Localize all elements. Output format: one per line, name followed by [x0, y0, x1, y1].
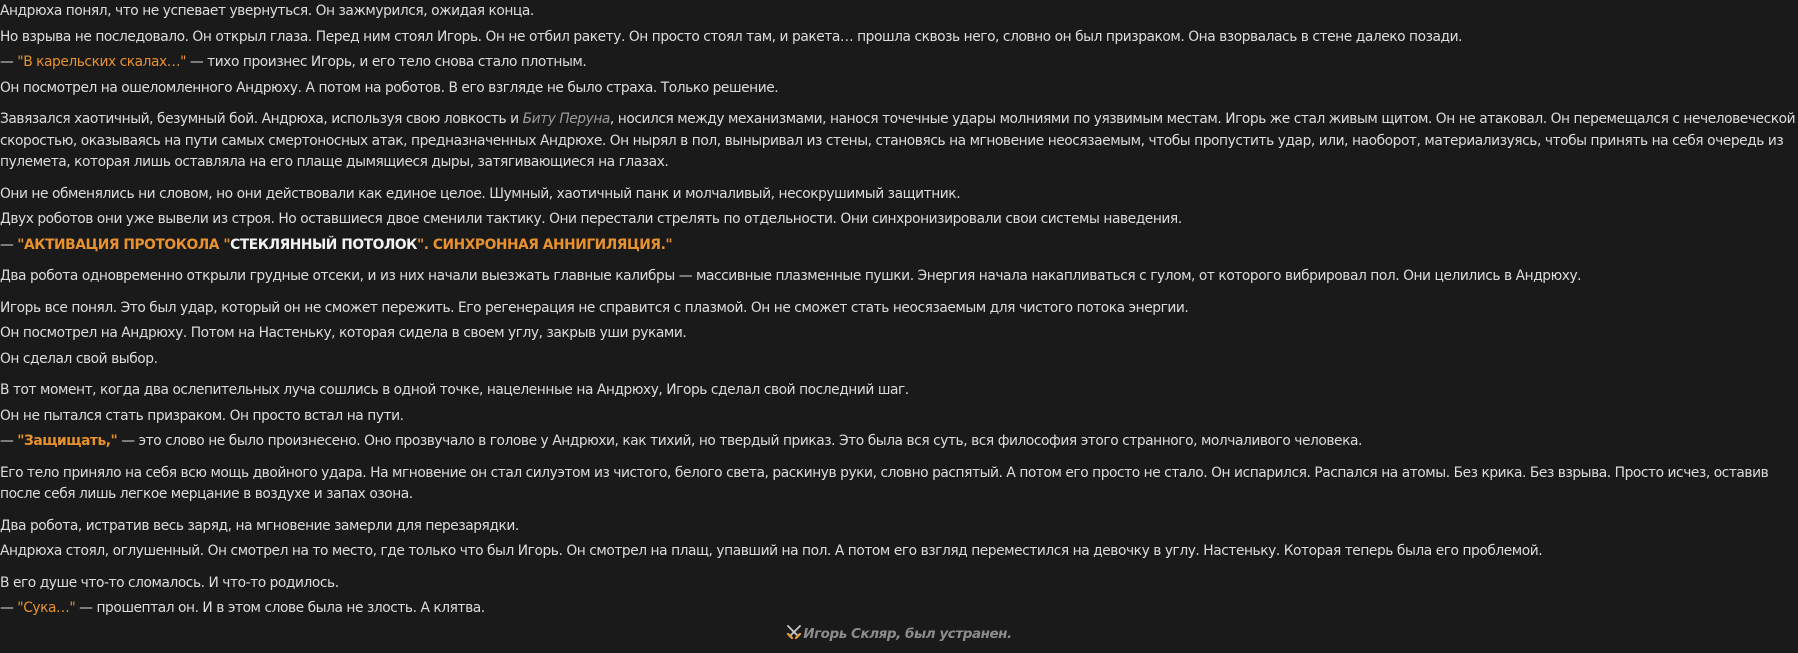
paragraph: Игорь все понял. Это был удар, который он не сможет пережить. Его регенерация не справится с плазмой. Он не сможет стать неосязаемым для чистого потока энергии. [0, 299, 1189, 316]
paragraph: Он посмотрел на Андрюху. Потом на Настеньку, которая сидела в своем углу, закрыв уши руками. [0, 325, 687, 341]
crossed-swords-icon [786, 624, 802, 640]
paragraph: Два робота одновременно открыли грудные отсеки, и из них начали выезжать главные калибры — массивные плазменные пушки. Энергия начала накапливаться с гулом, от которого вибрировал пол. Они целились в Андрюху. [0, 268, 1582, 284]
paragraph: Двух роботов они уже вывели из строя. Но оставшиеся двое сменили тактику. Они перестали стрелять по отдельности. Они синхронизировали свои системы наведения. [0, 211, 1182, 227]
dialogue-line: — "Защищать," — это слово не было произнесено. Оно прозвучало в голове у Андрюхи, как тихий, но твердый приказ. Это была вся суть, вся философия этого странного, молчаливого человека. [0, 433, 1362, 449]
paragraph: Два робота, истратив весь заряд, на мгновение замерли для перезарядки. [0, 517, 519, 534]
dialogue-quote: "Защищать," [17, 433, 118, 449]
paragraph: Завязался хаотичный, безумный бой. Андрюха, используя свою ловкость и Биту Перуна, носился между механизмами, нанося точечные удары молниями по уязвимым местам. Игорь же стал живым щитом. Он не атаковал. Он перемещался с нечеловеческой скоростью, оказываясь на пути самых смертоносных атак, предназначенных Андрюхе. Он нырял в пол, выныривал из стены, становясь на мгновение неосязаемым, чтобы пропустить удар, или, наоборот, материализуясь, чтобы принять на себя очередь из пулемета, которая лишь оставляла на его плаще дымящиеся дыры, затягивающиеся на глазах. [0, 111, 1796, 170]
paragraph: Андрюха стоял, оглушенный. Он смотрел на то место, где только что был Игорь. Он смотрел на плащ, упавший на пол. А потом его взгляд переместился на девочку в углу. Настеньку. Которая теперь была его проблемой. [0, 543, 1543, 559]
dialogue-line: — "АКТИВАЦИЯ ПРОТОКОЛА "СТЕКЛЯННЫЙ ПОТОЛОК". СИНХРОННАЯ АННИГИЛЯЦИЯ." [0, 236, 673, 253]
paragraph: Он сделал свой выбор. [0, 350, 158, 367]
paragraph: В его душе что-то сломалось. И что-то родилось. [0, 574, 339, 591]
paragraph: Но взрыва не последовало. Он открыл глаза. Перед ним стоял Игорь. Он не отбил ракету. Он просто стоял там, и ракета… прошла сквозь него, словно он был призраком. Она взорвалась в стене далеко позади. [0, 28, 1463, 45]
dialogue-quote: ". СИНХРОННАЯ АННИГИЛЯЦИЯ." [416, 236, 673, 253]
dialogue-line: — "В карельских скалах…" — тихо произнес Игорь, и его тело снова стало плотным. [0, 54, 587, 70]
elimination-status [0, 624, 1798, 646]
dialogue-quote: "Сука…" [17, 600, 76, 616]
dialogue-quote: "В карельских скалах…" [17, 54, 186, 70]
paragraph: Он не пытался стать призраком. Он просто встал на пути. [0, 407, 404, 424]
protocol-name: СТЕКЛЯННЫЙ ПОТОЛОК [230, 236, 417, 253]
paragraph: Он посмотрел на ошеломленного Андрюху. А потом на роботов. В его взгляде не было страха. Только решение. [0, 79, 779, 96]
paragraph: Они не обменялись ни словом, но они действовали как единое целое. Шумный, хаотичный панк и молчаливый, несокрушимый защитник. [0, 185, 961, 202]
dialogue-quote: "АКТИВАЦИЯ ПРОТОКОЛА " [17, 236, 231, 253]
paragraph: Его тело приняло на себя всю мощь двойного удара. На мгновение он стал силуэтом из чистого, белого света, раскинув руки, словно распятый. А потом его просто не стало. Он испарился. Распался на атомы. Без крика. Без взрыва. Просто исчез, оставив после себя лишь легкое мерцание в воздухе и запах озона. [0, 464, 1769, 502]
dialogue-line: — "Сука…" — прошептал он. И в этом слове была не злость. А клятва. [0, 600, 485, 616]
paragraph: В тот момент, когда два ослепительных луча сошлись в одной точке, нацеленные на Андрюху, Игорь сделал свой последний шаг. [0, 382, 909, 398]
paragraph: Андрюха понял, что не успевает увернуться. Он зажмурился, ожидая конца. [0, 3, 534, 19]
status-text: Игорь Скляр, был устранен. [803, 625, 1012, 642]
item-name: Биту Перуна [522, 111, 610, 127]
